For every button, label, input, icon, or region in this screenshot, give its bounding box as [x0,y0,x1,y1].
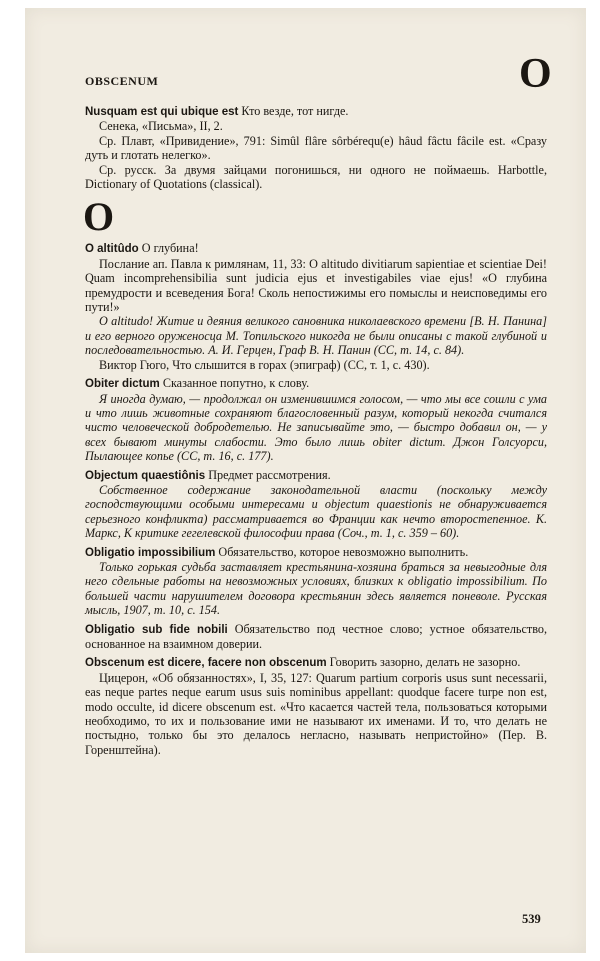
entry-nusquam [85,104,547,191]
entry-gloss: Предмет рассмотрения. [208,467,331,482]
entry-headword-line [85,376,547,391]
entry-lemma: O altitûdo [85,243,139,256]
entry-lemma: Obscenum est dicere, facere non obscenum [85,657,327,670]
entry-lemma: Obiter dictum [85,378,160,391]
entry-obscenum-est-dicere [85,655,547,757]
section-heading: O [83,194,115,240]
entry-gloss: Кто везде, тот нигде. [241,104,349,118]
entry-gloss: Обязательство, которое невозможно выполнить. [218,544,469,559]
entry-headword-line [85,655,547,670]
entry-objectum-quaestionis [85,468,547,541]
entry-lemma: Nusquam est qui ubique est [85,106,239,118]
entry-line: Ср. русск. За двумя зайцами погонишься, ни одного не поймаешь. Harbottle, Dictionary of Quotations (classical). [85,162,547,192]
entry-headword-line [85,104,547,119]
entry-line: Послание ап. Павла к римлянам, 11, 33: O altitudo divitiarum sapientiae et scientiae Dei! Quam incomprehensibilia sunt judicia ejus et investigabiles viae ejus! «О глубина премудрости и всеведения Бога! Сколь непостижимы его помыслы и неисповедимы его пути!» [85,256,547,315]
page-content [85,100,547,757]
entry-headword-line [85,468,547,483]
entry-gloss: Обязательство под честное слово; устное обязательство, основанное на взаимном доверии. [85,621,548,651]
entry-headword-line [85,545,547,560]
entry-obiter-dictum [85,376,547,463]
entry-lemma: Obligatio impossibilium [85,546,216,559]
entry-lemma: Obligatio sub fide nobili [85,623,228,636]
entry-obligatio-sub-fide-nobili [85,622,547,652]
section-letter-marker: O [519,51,552,97]
entry-line: Я иногда думаю, — продолжал он изменившимся голосом, — что мы все сошли с ума и что лишь животные сохраняют благословенный разум, который некогда считался чисто человеческой добродетелью. Не записывайте это, — быстро добавил он, — у всех бывают минуты слабости. Это было лишь obiter dictum. Джон Голсуорси, Пылающее копье (СС, т. 16, с. 177). [85,391,547,464]
entry-gloss: О глубина! [141,241,199,256]
entry-obligatio-impossibilium [85,545,547,618]
entry-gloss: Говорить зазорно, делать не зазорно. [329,655,521,670]
page-number: 539 [522,912,541,926]
entry-line: Ср. Плавт, «Привидение», 791: Simûl flâre sôrbérequ(e) hâud fâctu fâcile est. «Сразу дуть и глотать нелегко». [85,133,547,163]
entry-line: Виктор Гюго, Что слышится в горах (эпиграф) (СС, т. 1, с. 430). [99,357,430,372]
book-page [25,8,586,953]
entry-line: Только горькая судьба заставляет крестьянина-хозяина браться за невыгодные для него сдельные работы на невозможных условиях, близких к obligatio impossibilium. По большей части нарушителем договора крестьянин здесь является поневоле. Русская мысль, 1907, т. 10, с. 154. [85,559,547,618]
entry-line: Собственное содержание законодательной власти (поскольку между господствующими особыми интересами и objectum quaestionis не обнаруживается серьезного конфликта) рассматривается во Франции как нечто второстепенное. К. Маркс, К критике гегелевской философии права (Соч., т. 1, с. 359 – 60). [85,482,547,541]
entry-o-altitudo [85,241,547,372]
entry-line: Цицерон, «Об обязанностях», I, 35, 127: Quarum partium corporis usus sunt necessarii, eas neque partes neque earum usus suis nominibus appellant: quodque facere turpe non est, modo occulte, id dicere obscenum est. «Что касается частей тела, пользоваться которыми необходимо, то их и пользование ими не называют их именами. И то, что делать не постыдно, только бы это делалось негласно, называть непристойно» (Пер. В. Горенштейна). [85,670,547,757]
entry-headword-line [85,241,547,256]
entry-line: Сенека, «Письма», II, 2. [99,119,223,134]
running-head: OBSCENUM [85,74,159,88]
entry-line: O altitudo! Житие и деяния великого сановника николаевского времени [В. Н. Панина] и его верного оруженосца М. Топильского никогда не были описаны с такой глубиной и последовательностью. А. И. Герцен, Граф В. Н. Панин (СС, т. 14, с. 84). [85,314,547,358]
entry-lemma: Objectum quaestiônis [85,469,206,482]
entry-gloss: Сказанное попутно, к слову. [162,376,310,391]
entry-headword-line [85,622,547,652]
